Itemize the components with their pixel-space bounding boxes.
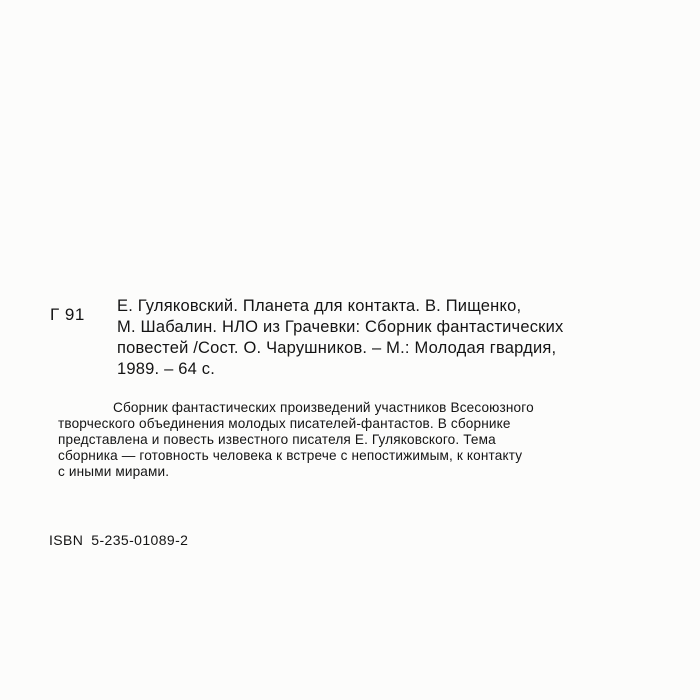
isbn-value: 5-235-01089-2 (91, 532, 189, 548)
call-number: Г 91 (50, 305, 85, 324)
bibliographic-line: Е. Гуляковский. Планета для контакта. В. Пищенко, (117, 297, 522, 315)
annotation-line: Сборник фантастических произведений участников Всесоюзного (113, 400, 534, 415)
annotation-line: представлена и повесть известного писателя Е. Гуляковского. Тема (58, 432, 496, 447)
isbn-label: ISBN (49, 532, 84, 548)
isbn-line (49, 532, 188, 548)
bibliographic-entry (117, 296, 662, 380)
bibliographic-line: 1989. – 64 с. (117, 360, 216, 378)
bibliographic-line: М. Шабалин. НЛО из Грачевки: Сборник фантастических (117, 318, 564, 336)
annotation-line: сборника — готовность человека к встрече с непостижимым, к контакту (58, 448, 523, 463)
bibliographic-line: повестей /Сост. О. Чарушников. – М.: Молодая гвардия, (117, 339, 557, 357)
annotation-line: с иными мирами. (58, 464, 170, 479)
annotation-line: творческого объединения молодых писателей-фантастов. В сборнике (58, 416, 511, 431)
annotation (58, 400, 658, 480)
